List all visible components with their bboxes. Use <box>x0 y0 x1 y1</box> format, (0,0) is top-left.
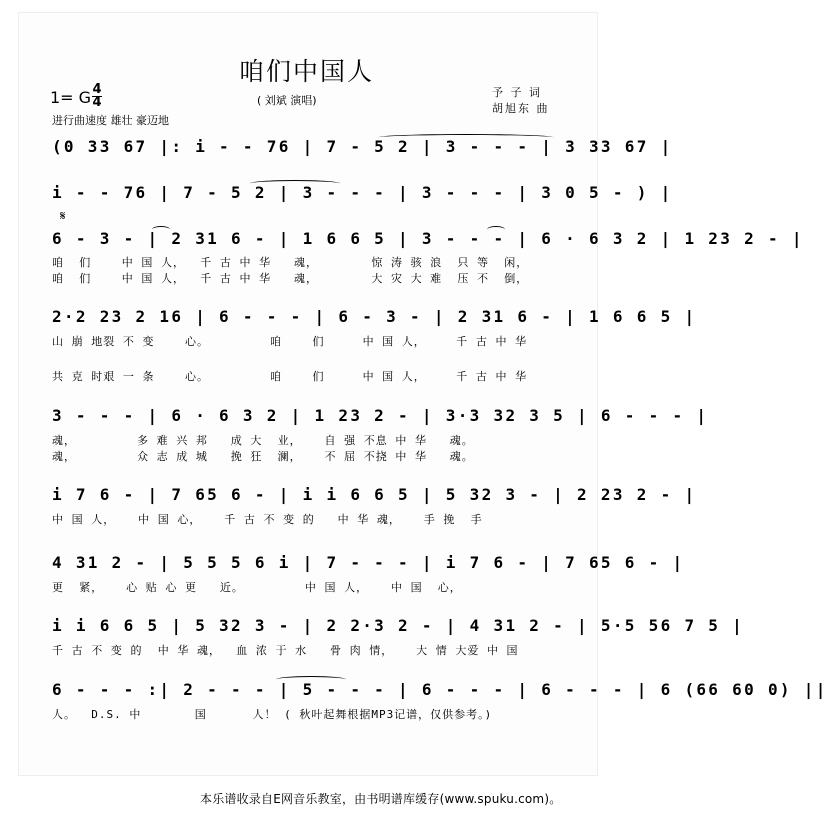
tie-mark <box>276 676 346 683</box>
lyric-line-4-verse-2: 共 克 时艰 一 条 心。 咱 们 中 国 人， 千 古 中 华 <box>52 370 528 383</box>
notation-line-7: 4 31 2 - | 5 5 5 6 i | 7 - - - | i 7 6 - | 7 65 6 - | <box>52 553 685 572</box>
lyric-line-5-verse-2: 魂， 众 志 成 城 挽 狂 澜， 不 屈 不挠 中 华 魂。 <box>52 450 474 463</box>
lyric-line-8: 千 古 不 变 的 中 华 魂， 血 浓 于 水 骨 肉 情， 大 情 大爱 中 国 <box>52 644 519 657</box>
slur-mark <box>487 226 505 233</box>
tempo-marking: 进行曲速度 雄壮 豪迈地 <box>52 114 169 127</box>
key-signature: 1= G <box>50 88 92 107</box>
lyric-line-5-verse-1: 魂， 多 难 兴 邦 成 大 业， 自 强 不息 中 华 魂。 <box>52 434 474 447</box>
time-signature <box>92 84 102 109</box>
performer: ( 刘斌 演唱) <box>257 94 317 107</box>
segno-sign: 𝄋 <box>60 209 66 224</box>
lyric-line-4-verse-1: 山 崩 地裂 不 变 心。 咱 们 中 国 人， 千 古 中 华 <box>52 335 528 348</box>
notation-line-3: 6 - 3 - | 2 31 6 - | 1 6 6 5 | 3 - - - | 6 · 6 3 2 | 1 23 2 - | <box>52 229 804 248</box>
notation-line-4: 2·2 23 2 16 | 6 - - - | 6 - 3 - | 2 31 6 - | 1 6 6 5 | <box>52 307 697 326</box>
composer-credit: 胡旭东 曲 <box>492 102 550 115</box>
lyric-line-7: 更 紧， 心 贴 心 更 近。 中 国 人， 中 国 心， <box>52 581 462 594</box>
notation-line-9: 6 - - - :| 2 - - - | 5 - - - | 6 - - - | 6 - - - | 6 (66 60 0) || <box>52 680 828 699</box>
lyricist-credit: 予 子 词 <box>492 86 542 99</box>
meter-bottom: 4 <box>92 95 102 110</box>
lyric-line-9: 人。 D.S. 中 国 人！ ( 秋叶起舞根据MP3记谱，仅供参考。) <box>52 708 493 721</box>
notation-line-5: 3 - - - | 6 · 6 3 2 | 1 23 2 - | 3·3 32 3 5 | 6 - - - | <box>52 406 709 425</box>
notation-line-2: i - - 76 | 7 - 5 2 | 3 - - - | 3 - - - | 3 0 5 - ) | <box>52 183 673 202</box>
lyric-line-6: 中 国 人， 中 国 心， 千 古 不 变 的 中 华 魂， 手 挽 手 <box>52 513 483 526</box>
lyric-line-3-verse-2: 咱 们 中 国 人， 千 古 中 华 魂， 大 灾 大 难 压 不 倒， <box>52 272 529 285</box>
tie-mark <box>250 180 340 187</box>
notation-line-8: i i 6 6 5 | 5 32 3 - | 2 2·3 2 - | 4 31 2 - | 5·5 56 7 5 | <box>52 616 745 635</box>
source-footer: 本乐谱收录自E网音乐教室，由书明谱库缓存(www.spuku.com)。 <box>200 792 562 806</box>
slur-mark <box>152 226 170 233</box>
song-title: 咱们中国人 <box>238 57 374 86</box>
lyric-line-3-verse-1: 咱 们 中 国 人， 千 古 中 华 魂， 惊 涛 骇 浪 只 等 闲， <box>52 256 529 269</box>
notation-line-1: (0 33 67 |: i - - 76 | 7 - 5 2 | 3 - - - | 3 33 67 | <box>52 137 673 156</box>
tie-mark <box>378 134 554 141</box>
meter-top: 4 <box>92 82 102 97</box>
notation-line-6: i 7 6 - | 7 65 6 - | i i 6 6 5 | 5 32 3 - | 2 23 2 - | <box>52 485 697 504</box>
